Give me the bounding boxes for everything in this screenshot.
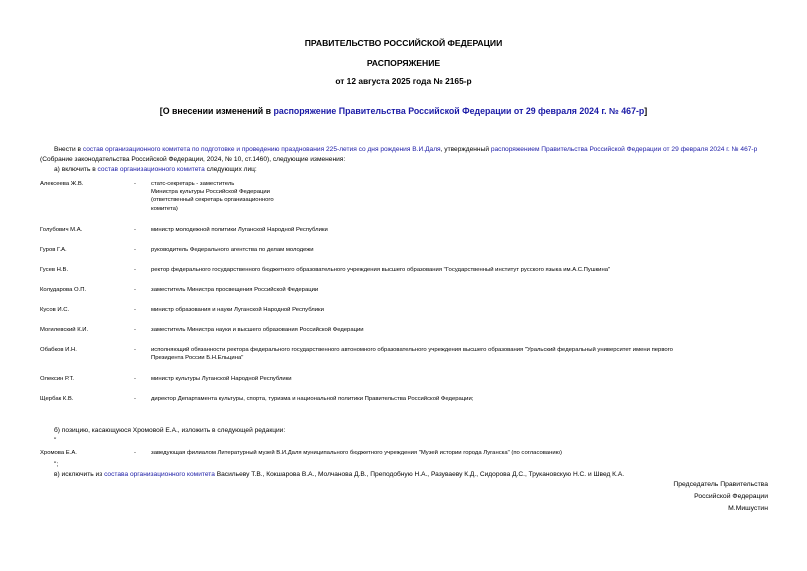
member-dash: - <box>134 396 136 402</box>
member-name: Олексин Р.Т. <box>40 376 75 382</box>
item-c-text-2: Васильеву Т.В., Кокшарова В.А., Молчанова Д.В., Преподобную Н.А., Разуваеву К.Д., Сидорова Д.С., Трукановскую Н.С. и Швед К.А. <box>214 471 625 478</box>
title-prefix: [О внесении изменений в <box>159 106 274 116</box>
document-title <box>0 106 807 116</box>
member-position-line: исполняющий обязанности ректора федерального государственного автономного образовательного учреждения высшего образования "Уральский федеральный университет имени первого <box>151 347 673 353</box>
member-name: Могилевский К.И. <box>40 327 89 333</box>
signature-line-2: Российской Федерации <box>694 493 768 500</box>
member-position: директор Департамента культуры, спорта, туризма и национальной политики Правительства Российской Федерации; <box>151 396 474 402</box>
member-position-line: комитета) <box>151 205 178 212</box>
intro-text-2: , утвержденный <box>440 146 491 153</box>
member-dash: - <box>134 267 136 273</box>
document-type: РАСПОРЯЖЕНИЕ <box>366 58 441 68</box>
member-position <box>151 346 771 362</box>
member-position: ректор федерального государственного бюджетного образовательного учреждения высшего образования "Государственный институт русского языка им.А.С.Пушкина" <box>151 267 611 273</box>
member-position: министр культуры Луганской Народной Республики <box>151 376 292 382</box>
title-suffix: ] <box>644 106 648 116</box>
member-name: Гуров Г.А. <box>40 247 67 253</box>
member-position: руководитель Федерального агентства по делам молодежи <box>151 247 314 253</box>
item-a-text-1: а) включить в <box>54 166 98 173</box>
title-decree-link[interactable]: распоряжение Правительства Российской Федерации от 29 февраля 2024 г. № 467-р <box>273 106 645 116</box>
member-dash: - <box>134 247 136 253</box>
member-dash: - <box>134 227 136 233</box>
quote-open: " <box>54 437 57 444</box>
member-name: Алексеева Ж.В. <box>40 181 84 187</box>
quote-close: "; <box>54 461 59 468</box>
member-name: Кусов И.С. <box>40 307 70 313</box>
member-position <box>151 180 771 213</box>
item-c <box>54 470 624 479</box>
member-name: Голубович М.А. <box>40 227 83 233</box>
member-position-line: Президента России Б.Н.Ельцина" <box>151 355 244 362</box>
member-position: заместитель Министра науки и высшего образования Российской Федерации <box>151 327 364 333</box>
government-title: ПРАВИТЕЛЬСТВО РОССИЙСКОЙ ФЕДЕРАЦИИ <box>304 38 503 48</box>
member-dash: - <box>134 307 136 313</box>
member-name: Обабков И.Н. <box>40 347 77 353</box>
committee-composition-link[interactable]: состав организационного комитета по подготовке и проведению празднования 225-летия со дня рождения В.И.Даля <box>82 146 441 153</box>
member-dash: - <box>134 287 136 293</box>
decree-467-link[interactable]: распоряжением Правительства Российской Федерации от 29 февраля 2024 г. № 467-р <box>490 146 758 153</box>
item-a <box>54 165 257 174</box>
member-position: министр образования и науки Луганской Народной Республики <box>151 307 324 313</box>
member-position-line: статс-секретарь - заместитель <box>151 181 235 187</box>
intro-text-1: Внести в <box>54 146 83 153</box>
document-date-number: от 12 августа 2025 года № 2165-р <box>335 76 472 86</box>
member-name: Гусев Н.В. <box>40 267 69 273</box>
intro-text-3: (Собрание законодательства Российской Федерации, 2024, № 10, ст.1460), следующие изменения: <box>40 155 346 163</box>
member-name: Щербак К.В. <box>40 396 74 402</box>
member-dash: - <box>134 376 136 382</box>
member-position-line: (ответственный секретарь организационного <box>151 197 274 204</box>
member-position-line: Министра культуры Российской Федерации <box>151 189 270 196</box>
member-dash: - <box>134 181 136 187</box>
signature-name: М.Мишустин <box>728 505 768 512</box>
item-b: б) позицию, касающуюся Хромовой Е.А., изложить в следующей редакции: <box>54 427 286 434</box>
item-c-text-1: в) исключить из <box>54 471 105 478</box>
member-name: Хромова Е.А. <box>40 450 77 456</box>
member-position: министр молодежной политики Луганской Народной Республики <box>151 227 328 233</box>
member-position: заведующая филиалом Литературный музей В.И.Даля муниципального бюджетного учреждения "Музей истории города Луганска" (по согласованию) <box>151 450 562 456</box>
intro-paragraph <box>40 145 770 164</box>
member-dash: - <box>134 450 136 456</box>
member-dash: - <box>134 347 136 353</box>
member-name: Колударова О.П. <box>40 287 87 293</box>
member-position: заместитель Министра просвещения Российской Федерации <box>151 287 319 293</box>
item-a-text-2: следующих лиц: <box>204 166 257 173</box>
item-c-committee-link[interactable]: состава организационного комитета <box>104 471 215 478</box>
item-a-committee-link[interactable]: состав организационного комитета <box>97 166 205 173</box>
signature-line-1: Председатель Правительства <box>673 481 768 488</box>
member-dash: - <box>134 327 136 333</box>
